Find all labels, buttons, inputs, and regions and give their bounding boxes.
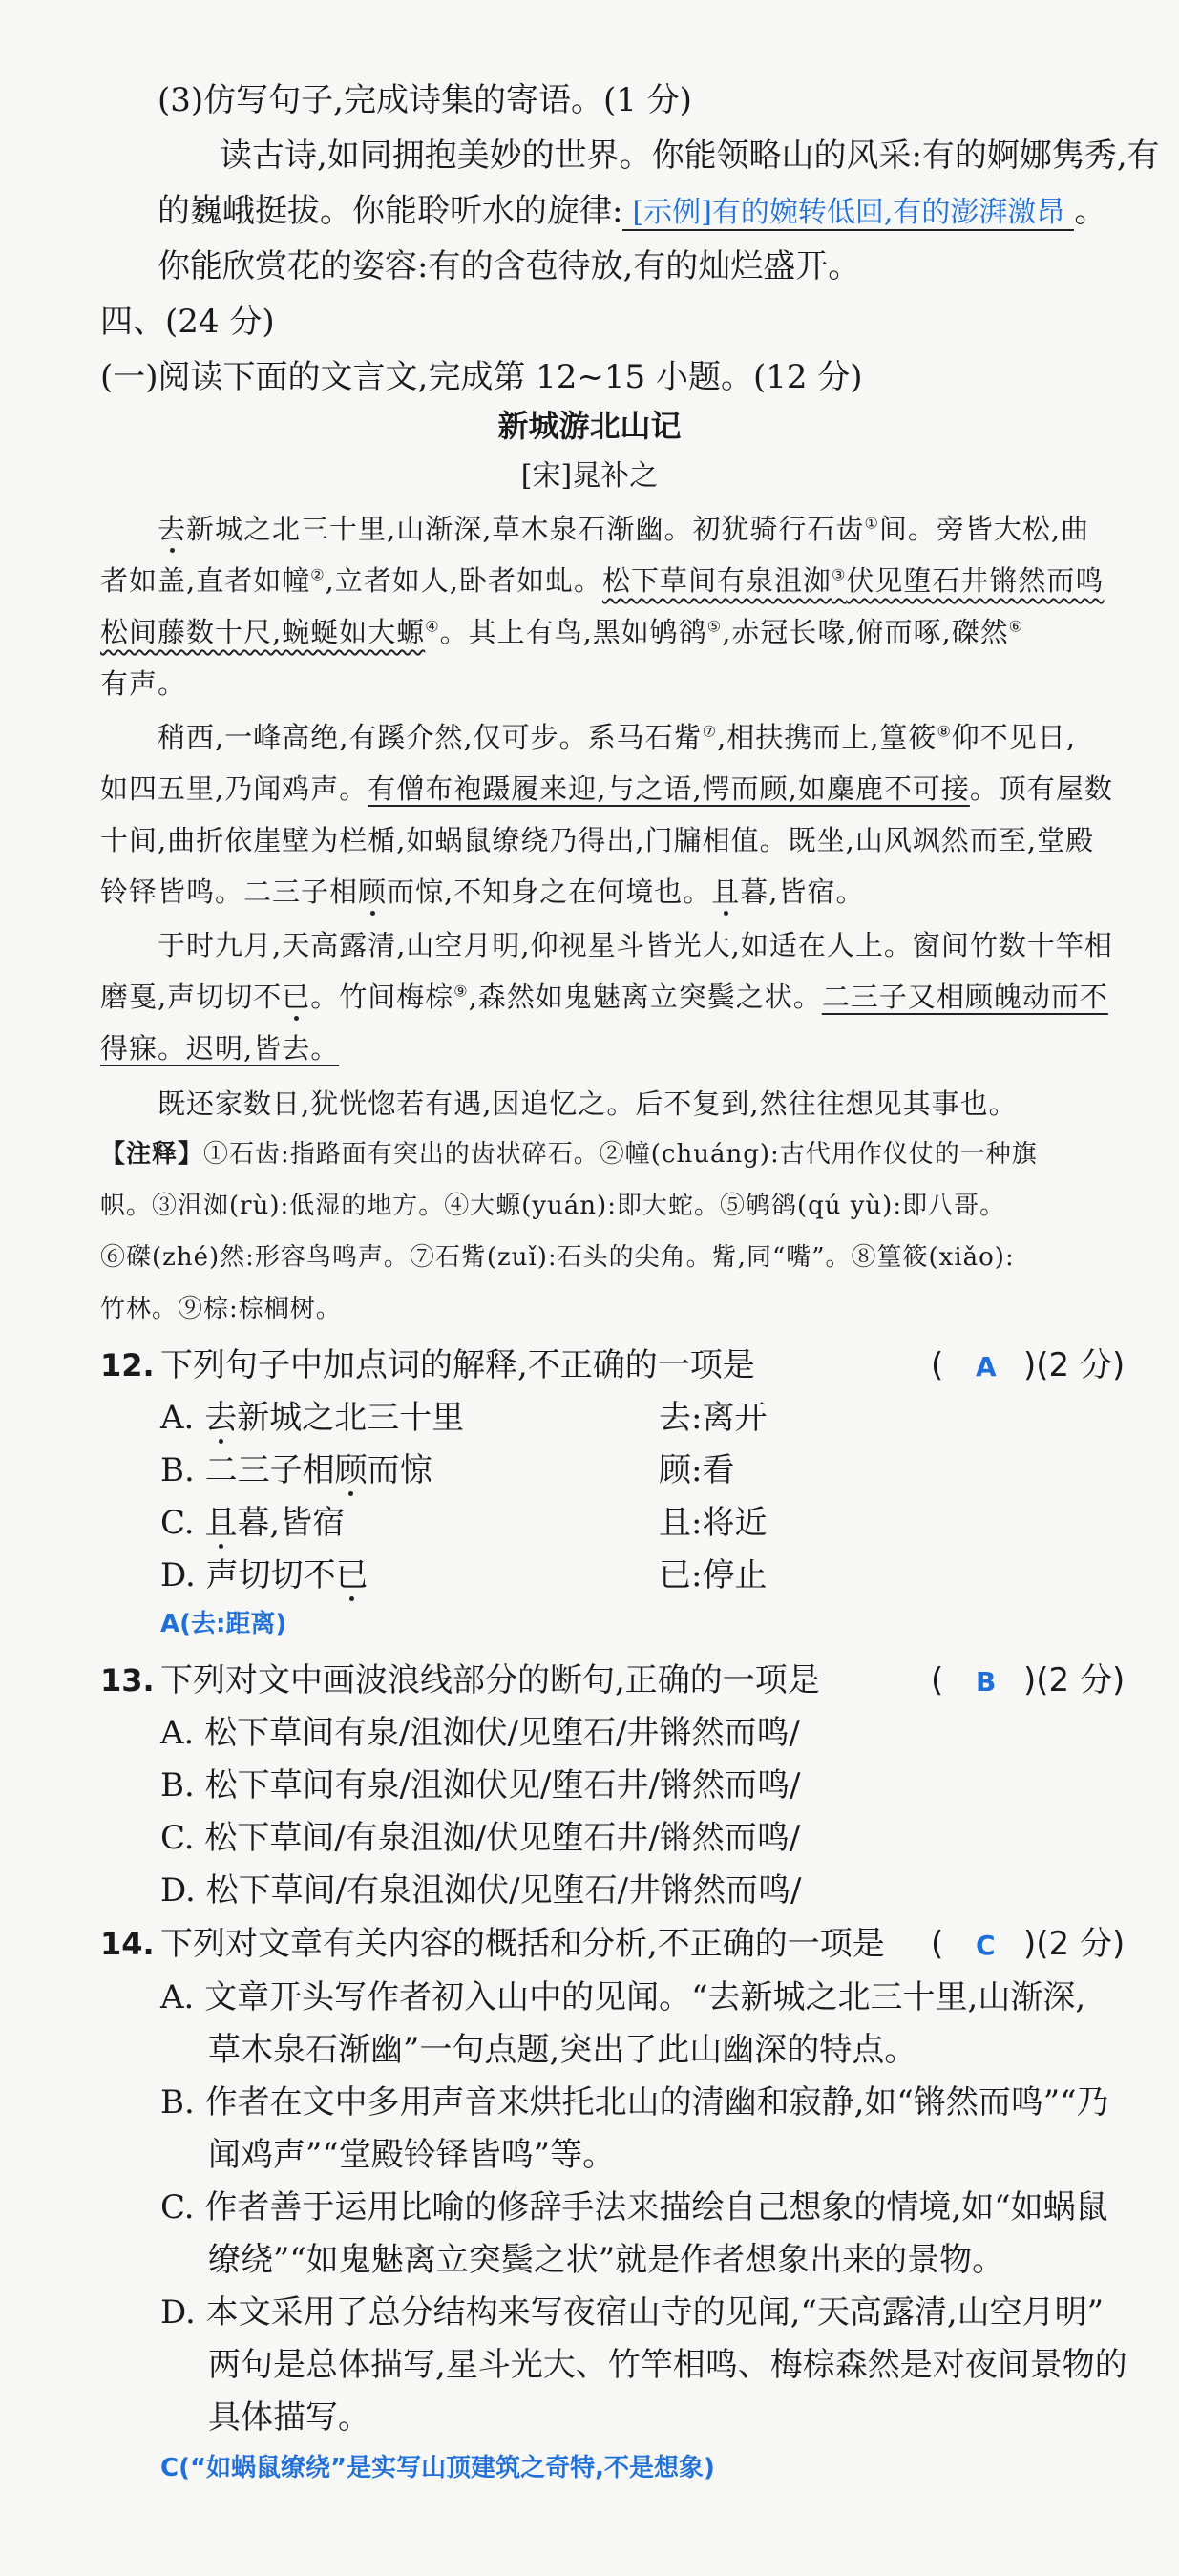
text: 间。旁皆大松,曲 [878,513,1090,545]
text: ,森然如鬼魅离立突鬓之状。 [468,981,822,1013]
section-subheading: (一)阅读下面的文言文,完成第 12~15 小题。(12 分) [100,358,863,396]
dotted-char: 顾 [358,876,388,908]
passage-p4: 既还家数日,犹恍惚若有遇,因追忆之。后不复到,然往往想见其事也。 [158,1087,1018,1120]
text: 。其上有鸟,黑如鸲鹆 [439,616,707,648]
text: 者如盖,直者如幢 [100,564,311,597]
text: 。顶有屋数 [969,772,1113,805]
q14-paren-open: ( [931,1925,944,1963]
passage-title: 新城游北山记 [497,408,682,444]
q13-option-c: C. 松下草间/有泉沮洳/伏见堕石井/锵然而鸣/ [160,1819,801,1857]
option-label: D. [160,1556,196,1594]
notes-line1 [100,1142,1038,1167]
q14-answer: C [976,1930,996,1961]
q14-option-c-line1: C. 作者善于运用比喻的修辞手法来描绘自己想象的情境,如“如蜗鼠 [160,2188,1108,2227]
q14-paren-close: )(2 分) [1023,1925,1126,1963]
text: ,相扶携而上,篁筱 [717,721,937,753]
passage-p3-line2 [100,983,1108,1011]
text: 。竹间梅棕 [310,981,454,1013]
q14-option-a-line1: A. 文章开头写作者初入山中的见闻。“去新城之北三十里,山渐深, [160,1978,1086,2016]
passage-p2-line2 [100,772,1113,805]
dotted-char: 顾 [334,1451,368,1489]
text: 稍西,一峰高绝,有蹊介然,仅可步。系马石觜 [158,721,703,753]
footnote-mark: ⑥ [1008,617,1024,636]
text: 磨戛,声切切不 [100,981,283,1013]
q12-explanation: A(去:距离) [160,1610,287,1638]
q14-option-b-line2: 闻鸡声”“堂殿铃铎皆鸣”等。 [208,2136,616,2174]
text: 而惊 [367,1451,432,1489]
passage-p2-line1 [158,721,1076,753]
option-label: B. [160,1451,195,1489]
dotted-char: 已 [335,1556,368,1594]
footnote-mark: ⑧ [937,722,952,741]
underlined-text: 二三子又相顾魄动而不 [821,981,1108,1013]
q13-option-a: A. 松下草间有泉/沮洳伏/见堕石/井锵然而鸣/ [160,1714,800,1752]
dotted-char: 已 [282,981,311,1013]
section-heading: 四、(24 分) [100,303,275,341]
text: 伏见堕石井锵然而鸣 [846,564,1105,597]
q14-option-d-line1: D. 本文采用了总分结构来写夜宿山寺的见闻,“天高露清,山空月明” [160,2293,1105,2332]
notes-line3: ⑥磔(zhé)然:形容鸟鸣声。⑦石觜(zuǐ):石头的尖角。觜,同“嘴”。⑧篁筱(xiǎo): [100,1243,1015,1272]
q12-number: 12. [100,1347,155,1383]
passage-p1-line2 [100,564,1105,597]
q3-line2 [158,192,1107,231]
passage-p3-line3 [100,1032,340,1065]
q14-number: 14. [100,1926,155,1962]
text: ,立者如人,卧者如虬。 [325,564,602,597]
q12-paren-close: )(2 分) [1023,1346,1126,1384]
q14-option-d-line2: 两句是总体描写,星斗光大、竹竿相鸣、梅棕森然是对夜间景物的 [208,2346,1127,2384]
passage-p3-line1: 于时九月,天高露清,山空月明,仰视星斗皆光大,如适在人上。窗间竹数十竿相 [158,929,1113,961]
q12-option-c [160,1504,346,1542]
footnote-mark: ② [310,565,326,584]
footnote-mark: ③ [832,565,847,584]
q13-paren-close: )(2 分) [1023,1661,1126,1700]
q14-option-c-line2: 缭绕”“如鬼魅离立突鬓之状”就是作者想象出来的景物。 [208,2241,1005,2279]
q12-option-b [160,1451,432,1489]
dotted-char: 且 [204,1504,238,1542]
text: 新城之北三十里 [237,1399,465,1437]
option-label: C. [160,1504,195,1542]
q13-paren-open: ( [931,1661,944,1700]
q12-stem: 下列句子中加点词的解释,不正确的一项是 [160,1346,755,1384]
notes-label: 【注释】 [100,1140,204,1169]
passage-p1-line4: 有声。 [100,667,187,700]
option-label: A. [160,1399,195,1437]
q12-option-a [160,1399,465,1437]
underlined-text: 得寐。迟明,皆去。 [100,1032,340,1065]
q3-line1: 读古诗,如同拥抱美妙的世界。你能领略山的风采:有的婀娜隽秀,有 [220,137,1160,175]
passage-author: [宋]晁补之 [520,459,659,493]
q12-gloss-b: 顾:看 [659,1451,735,1489]
q12-gloss-d: 已:停止 [659,1556,768,1594]
footnote-mark: ① [864,514,879,533]
passage-p1-line3 [100,616,1024,648]
dotted-char: 去 [158,513,187,545]
footnote-mark: ④ [425,617,440,636]
q13-stem: 下列对文中画波浪线部分的断句,正确的一项是 [160,1661,820,1700]
passage-p2-line3: 十间,曲折依崖壁为栏楯,如蜗鼠缭绕乃得出,门牖相值。既坐,山风飒然而至,堂殿 [100,824,1095,856]
q14-option-b-line1: B. 作者在文中多用声音来烘托北山的清幽和寂静,如“锵然而鸣”“乃 [160,2083,1109,2122]
footnote-mark: ⑨ [453,982,469,1001]
q13-option-d: D. 松下草间/有泉沮洳伏/见堕石/井锵然而鸣/ [160,1871,802,1910]
wavy-underlined-text: 松间藤数十尺,蜿蜒如大螈 [100,616,426,648]
dotted-char: 去 [204,1399,238,1437]
text: 如四五里,乃闻鸡声。 [100,772,368,805]
q3-line2-text: 的巍峨挺拔。你能聆听水的旋律: [158,192,623,230]
text: 而惊,不知身之在何境也。 [387,876,712,908]
wavy-underlined-text [602,564,1104,597]
underlined-text: 有僧布袍蹑履来迎,与之语,愕而顾,如麋鹿不可接 [368,772,970,805]
q13-answer: B [976,1666,997,1698]
q12-gloss-a: 去:离开 [659,1399,768,1437]
text: 仰不见日, [951,721,1076,753]
text: 声切切不 [205,1556,336,1594]
text: 新城之北三十里,山渐深,草木泉石渐幽。初犹骑行石齿 [186,513,865,545]
passage-p2-line4 [100,878,865,906]
text: 松下草间有泉沮洳 [602,564,832,597]
footnote-mark: ⑦ [702,722,717,741]
notes-line4: 竹林。⑨棕:棕榈树。 [100,1295,342,1323]
text: 铃铎皆鸣。二三子相 [100,876,359,908]
q14-stem: 下列对文章有关内容的概括和分析,不正确的一项是 [160,1925,885,1963]
text: 暮,皆宿。 [740,876,865,908]
footnote-mark: ⑤ [706,617,723,636]
q12-option-d [160,1556,368,1594]
q14-option-a-line2: 草木泉石渐幽”一句点题,突出了此山幽深的特点。 [208,2031,917,2069]
text: ①石齿:指路面有突出的齿状碎石。②幢(chuáng):古代用作仪仗的一种旗 [203,1140,1038,1169]
notes-line2: 帜。③沮洳(rù):低湿的地方。④大螈(yuán):即大蛇。⑤鸲鹆(qú yù):即八哥。 [100,1192,1006,1220]
dotted-char: 且 [711,876,741,908]
text: 暮,皆宿 [237,1504,346,1542]
q3-line2-period: 。 [1074,192,1107,230]
q13-option-b: B. 松下草间有泉/沮洳伏见/堕石井/锵然而鸣/ [160,1766,801,1805]
passage-p1-line1 [158,513,1090,545]
q13-number: 13. [100,1662,155,1699]
q14-option-d-line3: 具体描写。 [208,2398,370,2437]
q14-explanation: C(“如蜗鼠缭绕”是实写山顶建筑之奇特,不是想象) [160,2454,715,2482]
q12-answer: A [976,1351,997,1383]
q3-prompt: (3)仿写句子,完成诗集的寄语。(1 分) [158,81,692,119]
q12-paren-open: ( [931,1346,944,1384]
q3-answer-blank: [示例]有的婉转低回,有的澎湃激昂 [622,199,1074,231]
text: ,赤冠长喙,俯而啄,磔然 [722,616,1009,648]
text: 二三子相 [204,1451,335,1489]
q3-line3: 你能欣赏花的姿容:有的含苞待放,有的灿烂盛开。 [158,247,861,285]
q12-gloss-c: 且:将近 [659,1504,768,1542]
